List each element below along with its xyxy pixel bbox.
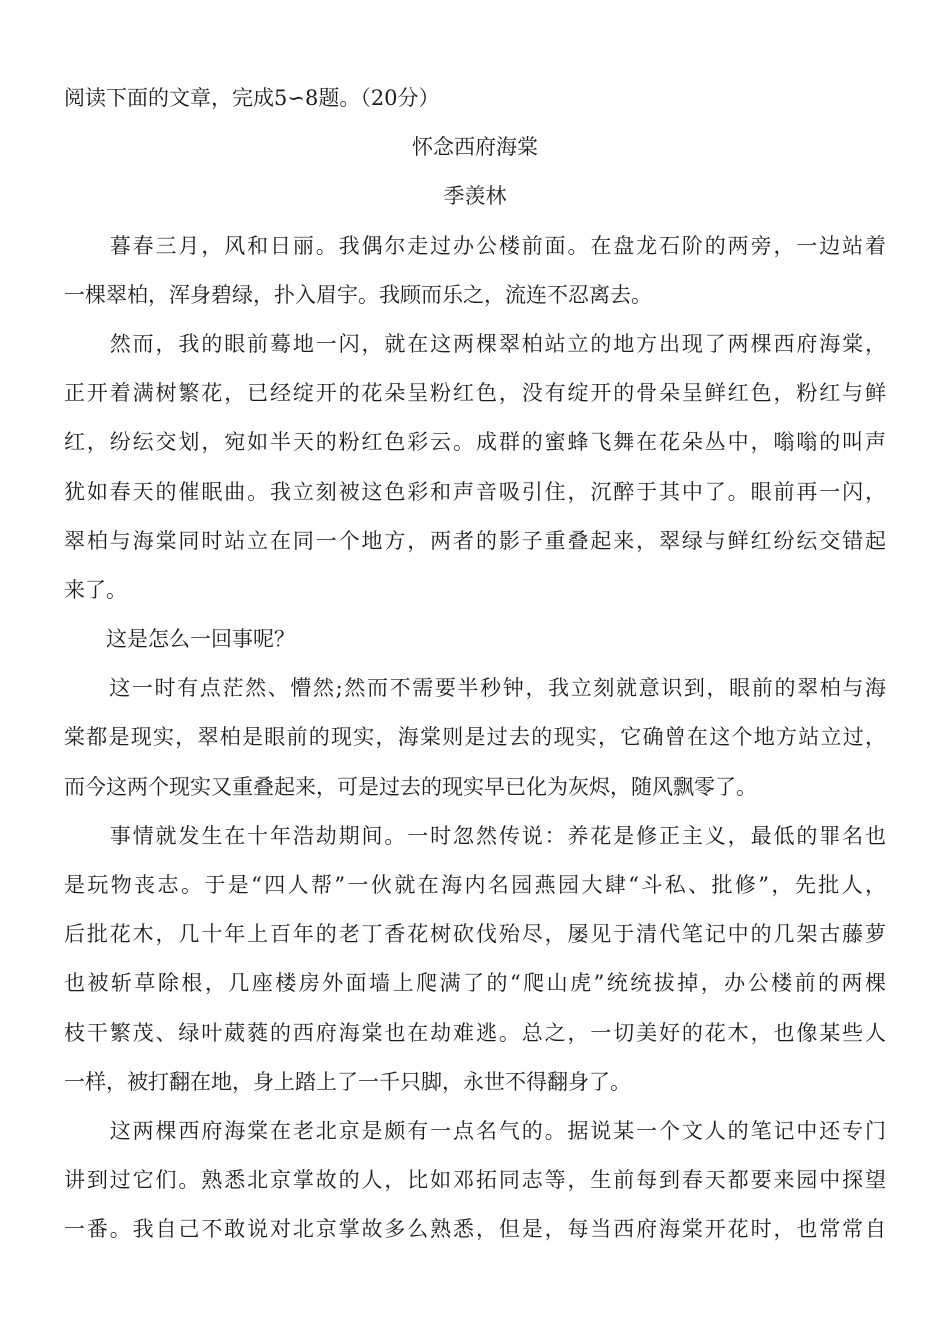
document-page bbox=[64, 74, 886, 1255]
text-line: 枝干繁茂、绿叶葳蕤的西府海棠也在劫难逃。总之，一切美好的花木，也像某些人 bbox=[64, 1020, 886, 1045]
text-line: 后批花木，几十年上百年的老丁香花树砍伐殆尽，屡见于清代笔记中的几架古藤萝 bbox=[64, 922, 886, 947]
text-line: 一番。我自己不敢说对北京掌故多么熟悉，但是，每当西府海棠开花时，也常常自 bbox=[64, 1217, 886, 1242]
text-line: 棠都是现实，翠柏是眼前的现实，海棠则是过去的现实，它确曾在这个地方站立过， bbox=[64, 725, 886, 750]
article-author: 季羡林 bbox=[443, 184, 507, 209]
text-line: 暮春三月，风和日丽。我偶尔走过办公楼前面。在盘龙石阶的两旁，一边站着 bbox=[64, 233, 886, 258]
text-line: 事情就发生在十年浩劫期间。一时忽然传说：养花是修正主义，最低的罪名也 bbox=[64, 823, 886, 848]
text-line: 讲到过它们。熟悉北京掌故的人，比如邓拓同志等，生前每到春天都要来园中探望 bbox=[64, 1168, 886, 1193]
text-line: 然而，我的眼前蓦地一闪，就在这两棵翠柏站立的地方出现了两棵西府海棠， bbox=[64, 331, 886, 356]
text-line: 一棵翠柏，浑身碧绿，扑入眉宇。我顾而乐之，流连不忍离去。 bbox=[64, 282, 652, 307]
article-paragraph bbox=[64, 812, 886, 1107]
question-instruction: 阅读下面的文章，完成5∽8题。（20分） bbox=[64, 86, 440, 110]
article-paragraph bbox=[64, 664, 886, 812]
text-line: 来了。 bbox=[64, 577, 127, 602]
article-paragraph bbox=[64, 320, 886, 615]
text-line: 翠柏与海棠同时站立在同一个地方，两者的影子重叠起来，翠绿与鲜红纷纭交错起 bbox=[64, 528, 886, 553]
text-line: 是玩物丧志。于是“四人帮”一伙就在海内名园燕园大肆“斗私、批修”，先批人， bbox=[64, 873, 886, 897]
article-paragraph bbox=[64, 615, 886, 664]
text-line: 犹如春天的催眠曲。我立刻被这色彩和声音吸引住，沉醉于其中了。眼前再一闪， bbox=[64, 479, 886, 504]
text-line: 一样，被打翻在地，身上踏上了一千只脚，永世不得翻身了。 bbox=[64, 1069, 631, 1094]
article-paragraph bbox=[64, 222, 886, 320]
text-line: 正开着满树繁花，已经绽开的花朵呈粉红色，没有绽开的骨朵呈鲜红色，粉红与鲜 bbox=[64, 381, 886, 406]
text-line: 这两棵西府海棠在老北京是颇有一点名气的。据说某一个文人的笔记中还专门 bbox=[64, 1118, 886, 1143]
article-title: 怀念西府海棠 bbox=[412, 135, 538, 160]
text-line: 这是怎么一回事呢？ bbox=[64, 627, 295, 652]
text-line: 而今这两个现实又重叠起来，可是过去的现实早已化为灰烬，随风飘零了。 bbox=[64, 774, 757, 799]
article-paragraph bbox=[64, 1107, 886, 1255]
text-line: 这一时有点茫然、懵然;然而不需要半秒钟，我立刻就意识到，眼前的翠柏与海 bbox=[64, 676, 886, 701]
text-line: 也被斩草除根，几座楼房外面墙上爬满了的“爬山虎”统统拔掉，办公楼前的两棵 bbox=[64, 971, 886, 996]
text-line: 红，纷纭交划，宛如半天的粉红色彩云。成群的蜜蜂飞舞在花朵丛中，嗡嗡的叫声 bbox=[64, 430, 886, 455]
